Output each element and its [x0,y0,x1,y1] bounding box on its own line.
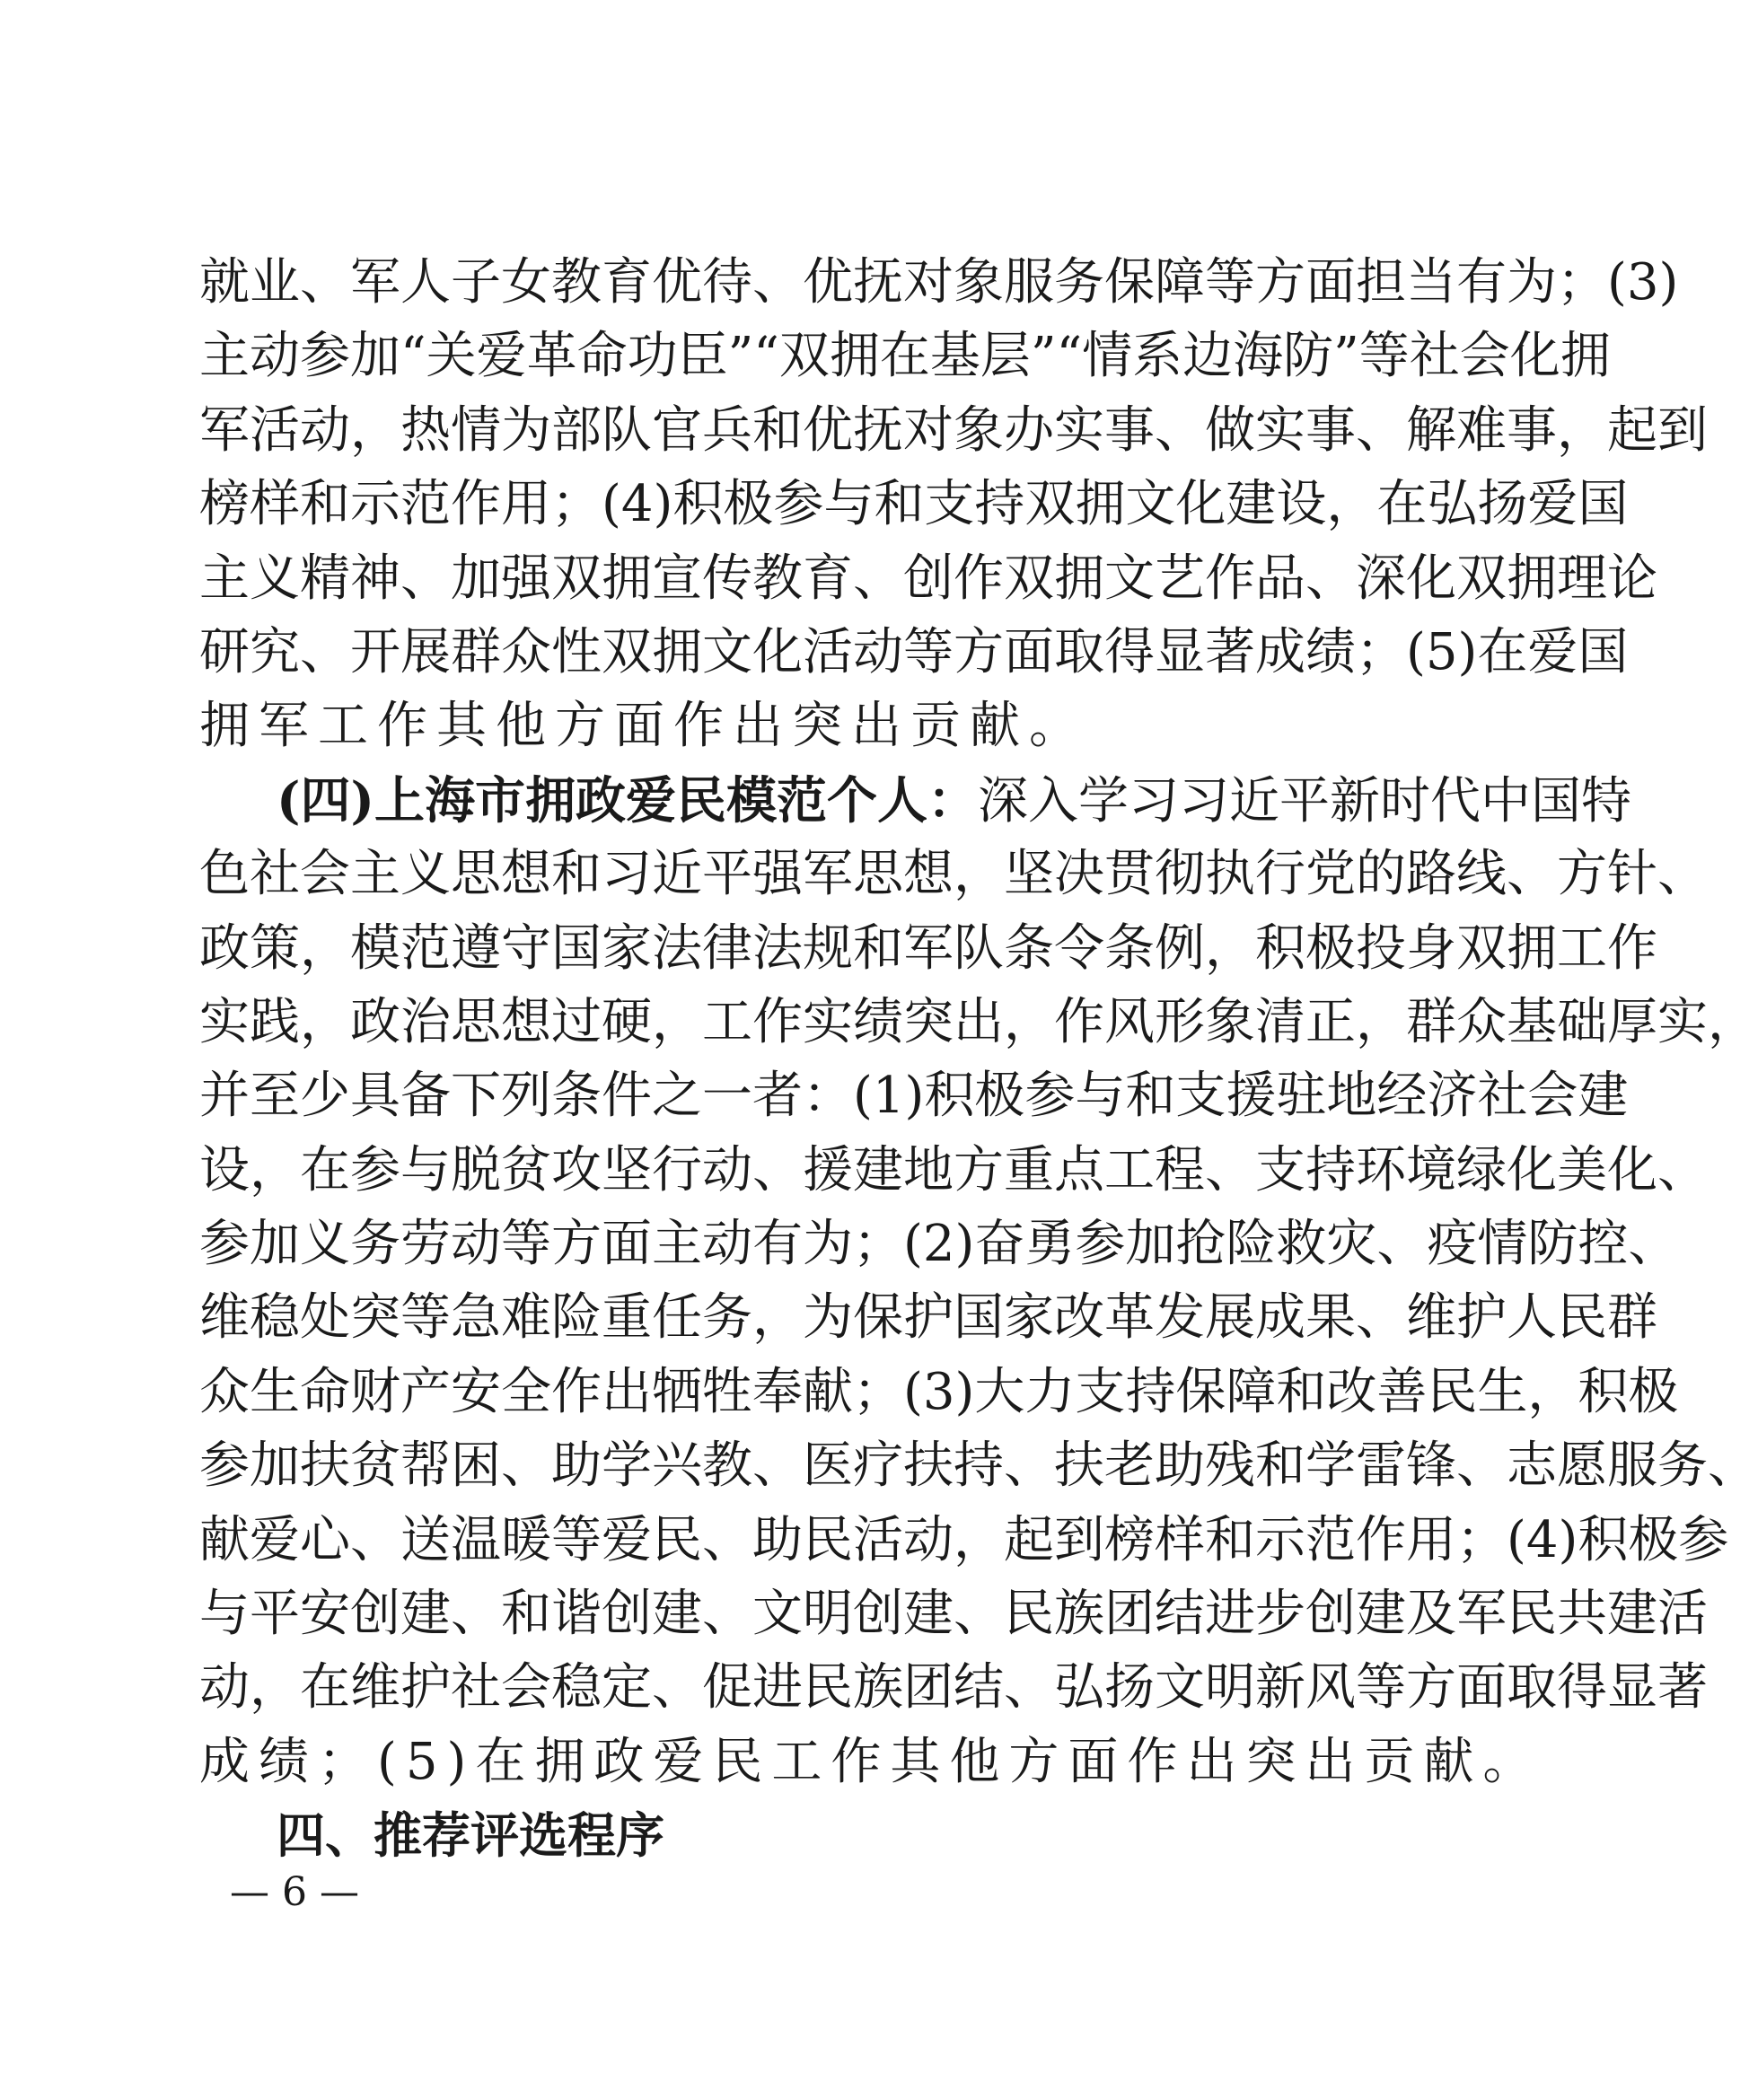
text-line: 设，在参与脱贫攻坚行动、援建地方重点工程、支持环境绿化美化、 [199,1140,1708,1199]
text-line: 成绩；(5)在拥政爱民工作其他方面作出突出贡献。 [199,1732,1543,1791]
text-line: 动，在维护社会稳定、促进民族团结、弘扬文明新风等方面取得显著 [199,1658,1708,1718]
text-run: 深入学习习近平新时代中国特 [978,771,1631,830]
text-line: 实践，政治思想过硬，工作实绩突出，作风形象清正，群众基础厚实， [199,992,1758,1051]
text-line: 拥军工作其他方面作出突出贡献。 [199,697,1088,756]
section-heading: 四、推荐评选程序 [277,1807,664,1865]
text-line: 众生命财产安全作出牺牲奉献；(3)大力支持保障和改善民生，积极 [199,1362,1679,1421]
item-title: (四)上海市拥政爱民模范个人： [277,770,978,830]
text-line: 主义精神、加强双拥宣传教育、创作双拥文艺作品、深化双拥理论 [199,549,1657,608]
body-text [199,246,1758,1874]
text-line: 就业、军人子女教育优待、优抚对象服务保障等方面担当有为；(3) [199,253,1679,312]
text-line: 政策，模范遵守国家法律法规和军队条令条例，积极投身双拥工作 [199,918,1657,978]
text-line: 榜样和示范作用；(4)积极参与和支持双拥文化建设，在弘扬爱国 [199,475,1629,534]
text-line: 与平安创建、和谐创建、文明创建、民族团结进步创建及军民共建活 [199,1585,1708,1644]
text-line: 参加扶贫帮困、助学兴教、医疗扶持、扶老助残和学雷锋、志愿服务、 [199,1437,1758,1496]
page-number: — 6 — [230,1869,359,1915]
text-line: 军活动，热情为部队官兵和优抚对象办实事、做实事、解难事，起到 [199,400,1708,460]
text-line: 研究、开展群众性双拥文化活动等方面取得显著成绩；(5)在爱国 [199,622,1629,681]
text-line: 维稳处突等急难险重任务，为保护国家改革发展成果、维护人民群 [199,1288,1657,1348]
text-line: 并至少具备下列条件之一者：(1)积极参与和支援驻地经济社会建 [199,1067,1629,1126]
paragraph-first-line [199,764,1631,838]
text-line: 参加义务劳动等方面主动有为；(2)奋勇参加抢险救灾、疫情防控、 [199,1215,1679,1274]
text-line: 主动参加“关爱革命功臣”“双拥在基层”“情系边海防”等社会化拥 [199,327,1611,386]
text-line: 献爱心、送温暖等爱民、助民活动，起到榜样和示范作用；(4)积极参 [199,1510,1729,1569]
text-line: 色社会主义思想和习近平强军思想，坚决贯彻执行党的路线、方针、 [199,845,1708,904]
